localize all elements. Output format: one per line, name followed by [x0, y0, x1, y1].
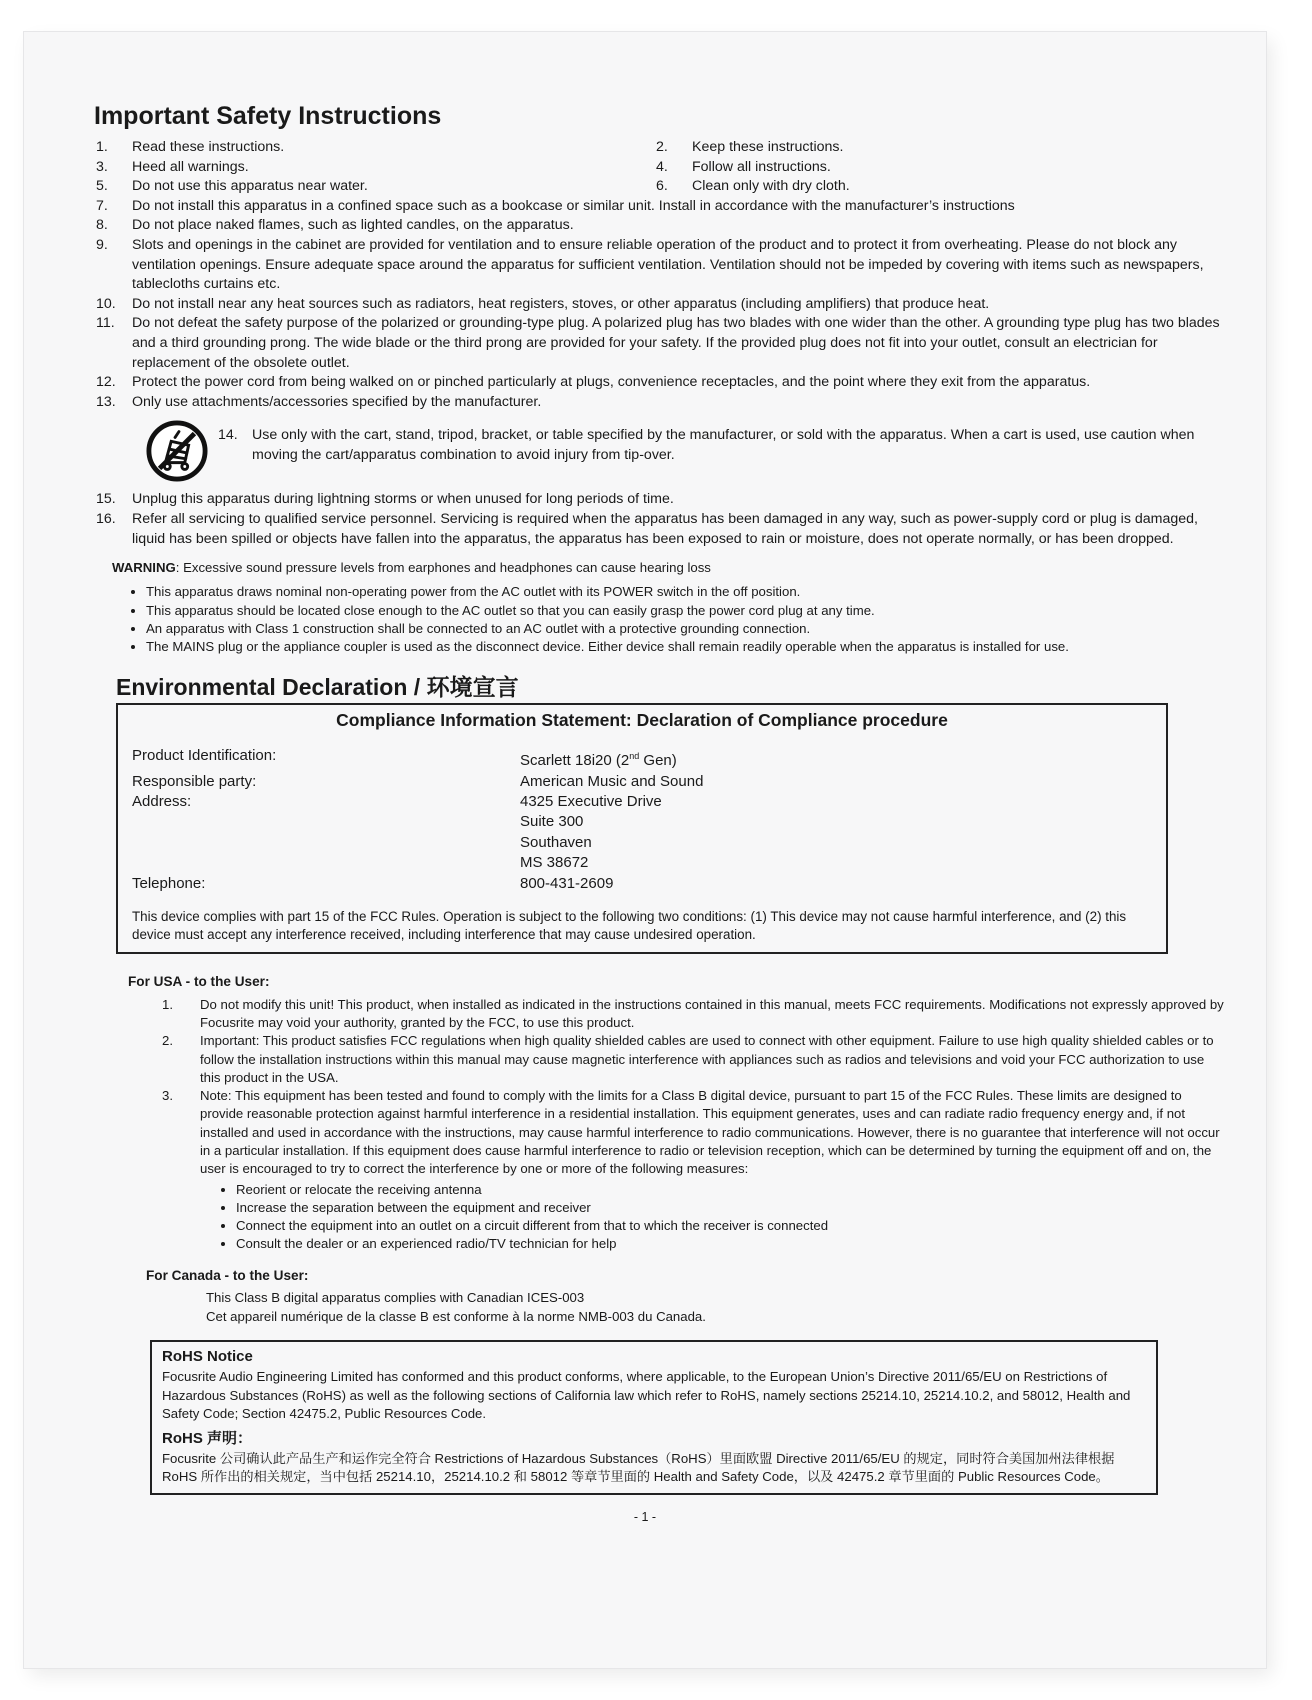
product-gen: Gen)	[639, 752, 677, 770]
item-text: Refer all servicing to qualified service personnel. Servicing is required when the apparatus has been damaged in any way, such as power-supply cord or plug is damaged, liquid has been spilled or objects have fallen into the apparatus, the apparatus has been exposed to rain or moisture, does not operate normally, or has been dropped.	[132, 510, 1198, 547]
item-number: 2.	[162, 1033, 173, 1049]
item-number: 12.	[96, 374, 116, 391]
rohs-heading: RoHS Notice	[162, 1347, 253, 1365]
telephone-row	[132, 874, 1152, 894]
telephone-label: Telephone:	[132, 874, 206, 892]
item-number: 14.	[218, 427, 238, 444]
rohs-heading-cn: RoHS 声明：	[162, 1429, 253, 1447]
list-item	[94, 373, 1224, 393]
item-number: 9.	[96, 236, 108, 253]
item-number: 8.	[96, 217, 108, 234]
page-number: - 1 -	[633, 1510, 657, 1524]
interference-measures	[94, 1181, 1224, 1254]
product-row	[132, 746, 1152, 771]
list-item	[654, 138, 1214, 158]
item-text: Do not install this apparatus in a confined space such as a bookcase or similar unit. Install in accordance with the manufacturer’s instructions	[132, 197, 1015, 214]
canada-text	[206, 1289, 1224, 1326]
item-number: 3.	[96, 158, 108, 175]
product-gen-sup: nd	[629, 751, 640, 762]
list-item	[654, 158, 1214, 178]
cart-warning-item	[146, 420, 1224, 482]
item-text: Keep these instructions.	[692, 139, 844, 155]
document-page	[24, 32, 1266, 1668]
item-number: 13.	[96, 393, 116, 410]
item-number: 15.	[96, 491, 116, 508]
item-text: Do not defeat the safety purpose of the polarized or grounding-type plug. A polarized plug has two blades with one wider than the other. A grounding type plug has two blades and a third grounding prong. The wide blade or the third prong are provided for your safety. If the provided plug does not fit into your outlet, consult an electrician for replacement of the obsolete outlet.	[132, 315, 1220, 371]
item-text: Only use attachments/accessories specified by the manufacturer.	[132, 393, 542, 410]
address-label: Address:	[132, 792, 192, 810]
list-item: • Connect the equipment into an outlet on a circuit different from that to which the receiver is connected	[236, 1217, 1224, 1235]
short-instructions	[94, 138, 1224, 197]
item-number: 4.	[656, 158, 668, 175]
power-notes	[94, 583, 1224, 656]
rohs-text-cn: Focusrite 公司确认此产品生产和运作完全符合 Restrictions of Hazardous Substances（RoHS）里面欧盟 Directive 2011/65/EU 的规定，同时符合美国加州法律根据 RoHS 所作出的相关规定，当中包括 25214.10，25214.10.2 和 58012 等章节里面的 Health and Safety Code，以及 42475.2 章节里面的 Public Resources Code。	[162, 1450, 1115, 1485]
list-item: • Reorient or relocate the receiving antenna	[236, 1181, 1224, 1199]
item-number: 7.	[96, 197, 108, 214]
telephone-value: 800-431-2609	[520, 874, 614, 892]
list-item	[94, 490, 1224, 510]
list-item	[94, 295, 1224, 315]
canada-line-en: This Class B digital apparatus complies with Canadian ICES-003	[206, 1290, 585, 1306]
item-text: Clean only with dry cloth.	[692, 178, 850, 195]
page-title: Important Safety Instructions	[94, 102, 442, 130]
address-row	[132, 792, 1152, 874]
list-item: • The MAINS plug or the appliance coupler is used as the disconnect device. Either device shall remain readily operable when the apparatus is installed for use.	[146, 638, 1224, 656]
compliance-heading: Compliance Information Statement: Declaration of Compliance procedure	[336, 709, 948, 730]
list-item	[160, 1087, 1224, 1178]
item-text: Note: This equipment has been tested and found to comply with the limits for a Class B digital device, pursuant to part 15 of the FCC Rules. These limits are designed to provide reasonable protection against harmful interference in a residential installation. This equipment generates, uses and can radiate radio frequency energy and, if not installed and used in accordance with the instructions, may cause harmful interference to radio communications. However, there is no guarantee that interference will not occur in a particular installation. If this equipment does cause harmful interference to radio or television reception, which can be determined by turning the equipment off and on, the user is encouraged to try to correct the interference by one or more of the following measures:	[200, 1088, 1220, 1177]
list-item	[94, 138, 654, 158]
list-item	[654, 177, 1214, 197]
item-number: 2.	[656, 139, 668, 155]
rohs-text: Focusrite Audio Engineering Limited has conformed and this product conforms, where applicable, to the European Union’s Directive 2011/65/EU on Restrictions of Hazardous Substances (RoHS) as well as the following sections of California law which refer to RoHS, namely sections 25214.10, 25214.10.2, and 58012, Health and Safety Code; Section 42475.2, Public Resources Code.	[162, 1369, 1131, 1422]
compliance-box	[116, 703, 1168, 954]
canada-line-fr: Cet appareil numérique de la classe B est conforme à la norme NMB-003 du Canada.	[206, 1308, 706, 1324]
list-item	[94, 314, 1224, 373]
hearing-warning	[112, 559, 1224, 577]
list-item: • Consult the dealer or an experienced radio/TV technician for help	[236, 1235, 1224, 1253]
product-label: Product Identification:	[132, 747, 277, 765]
item-text: Do not place naked flames, such as lighted candles, on the apparatus.	[132, 217, 574, 234]
item-number: 3.	[162, 1088, 173, 1104]
rohs-box	[150, 1340, 1158, 1495]
list-item	[94, 236, 1224, 295]
party-label: Responsible party:	[132, 772, 257, 790]
section-title: Environmental Declaration / 环境宣言	[116, 673, 519, 700]
list-item	[160, 996, 1224, 1033]
address-value	[520, 792, 1152, 874]
item-number: 16.	[96, 510, 116, 527]
item-text: Slots and openings in the cabinet are provided for ventilation and to ensure reliable operation of the product and to protect it from overheating. Please do not block any ventilation openings. Ensure adequate space around the apparatus for sufficient ventilation. Ventilation should not be impeded by covering with items such as newspapers, tablecloths curtains etc.	[132, 236, 1204, 293]
item-text: Do not install near any heat sources such as radiators, heat registers, stoves, or other apparatus (including amplifiers) that produce heat.	[132, 295, 990, 312]
list-item: • This apparatus draws nominal non-operating power from the AC outlet with its POWER switch in the off position.	[146, 583, 1224, 601]
list-item: • An apparatus with Class 1 construction shall be connected to an AC outlet with a protective grounding connection.	[146, 620, 1224, 638]
page-content	[94, 102, 1224, 1495]
address-line: Suite 300	[520, 813, 584, 831]
list-item	[94, 158, 654, 178]
no-cart-tip-over-icon	[146, 420, 208, 482]
list-item	[94, 197, 1224, 217]
usa-heading: For USA - to the User:	[128, 974, 270, 990]
fcc-statement: This device complies with part 15 of the FCC Rules. Operation is subject to the following two conditions: (1) This device may not cause harmful interference, and (2) this device must accept any interference received, including interference that may cause undesired operation.	[132, 909, 1127, 943]
product-value	[520, 746, 1152, 771]
warning-text: : Excessive sound pressure levels from earphones and headphones can cause hearing loss	[175, 560, 711, 576]
list-item: • This apparatus should be located close enough to the AC outlet so that you can easily grasp the power cord plug at any time.	[146, 602, 1224, 620]
canada-heading: For Canada - to the User:	[146, 1267, 309, 1283]
address-line: Southaven	[520, 833, 592, 851]
item-number: 6.	[656, 178, 668, 195]
item-text: Protect the power cord from being walked on or pinched particularly at plugs, convenience receptacles, and the point where they exit from the apparatus.	[132, 374, 1091, 391]
item-number: 11.	[96, 315, 115, 332]
usa-list	[160, 996, 1224, 1179]
item-number: 1.	[96, 139, 108, 155]
long-instructions	[94, 197, 1224, 413]
item-number: 1.	[162, 996, 173, 1012]
list-item	[160, 1032, 1224, 1087]
item-text: Unplug this apparatus during lightning storms or when unused for long periods of time.	[132, 491, 674, 508]
item-text: Do not use this apparatus near water.	[132, 178, 368, 195]
list-item	[94, 216, 1224, 236]
short-instructions-right	[654, 138, 1214, 197]
item-text: Use only with the cart, stand, tripod, bracket, or table specified by the manufacturer, or sold with the apparatus. When a cart is used, use caution when moving the cart/apparatus combination to avoid injury from tip-over.	[252, 427, 1195, 463]
item-text: Heed all warnings.	[132, 158, 249, 175]
party-row	[132, 772, 1152, 792]
item-text: Read these instructions.	[132, 139, 285, 155]
list-item: • Increase the separation between the equipment and receiver	[236, 1199, 1224, 1217]
long-instructions-continued	[94, 490, 1224, 549]
list-item	[94, 393, 1224, 413]
item-text: Important: This product satisfies FCC regulations when high quality shielded cables are used to connect with other equipment. Failure to use high quality shielded cables or to follow the installation instructions within this manual may cause magnetic interference with appliances such as radios and televisions and void your FCC authorization to use this product in the USA.	[200, 1033, 1214, 1085]
item-text: Do not modify this unit! This product, when installed as indicated in the instructions contained in this manual, meets FCC requirements. Modifications not expressly approved by Focusrite may void your authority, granted by the FCC, to use this product.	[200, 996, 1224, 1030]
warning-label: WARNING	[112, 560, 176, 576]
item-number: 10.	[96, 295, 116, 312]
product-name: Scarlett 18i20 (2	[520, 752, 630, 770]
list-item	[94, 510, 1224, 549]
address-line: MS 38672	[520, 854, 589, 872]
party-value: American Music and Sound	[520, 772, 704, 790]
item-text: Follow all instructions.	[692, 158, 831, 175]
list-item	[94, 177, 654, 197]
short-instructions-left	[94, 138, 654, 197]
item-number: 5.	[96, 178, 108, 195]
address-line: 4325 Executive Drive	[520, 792, 662, 810]
